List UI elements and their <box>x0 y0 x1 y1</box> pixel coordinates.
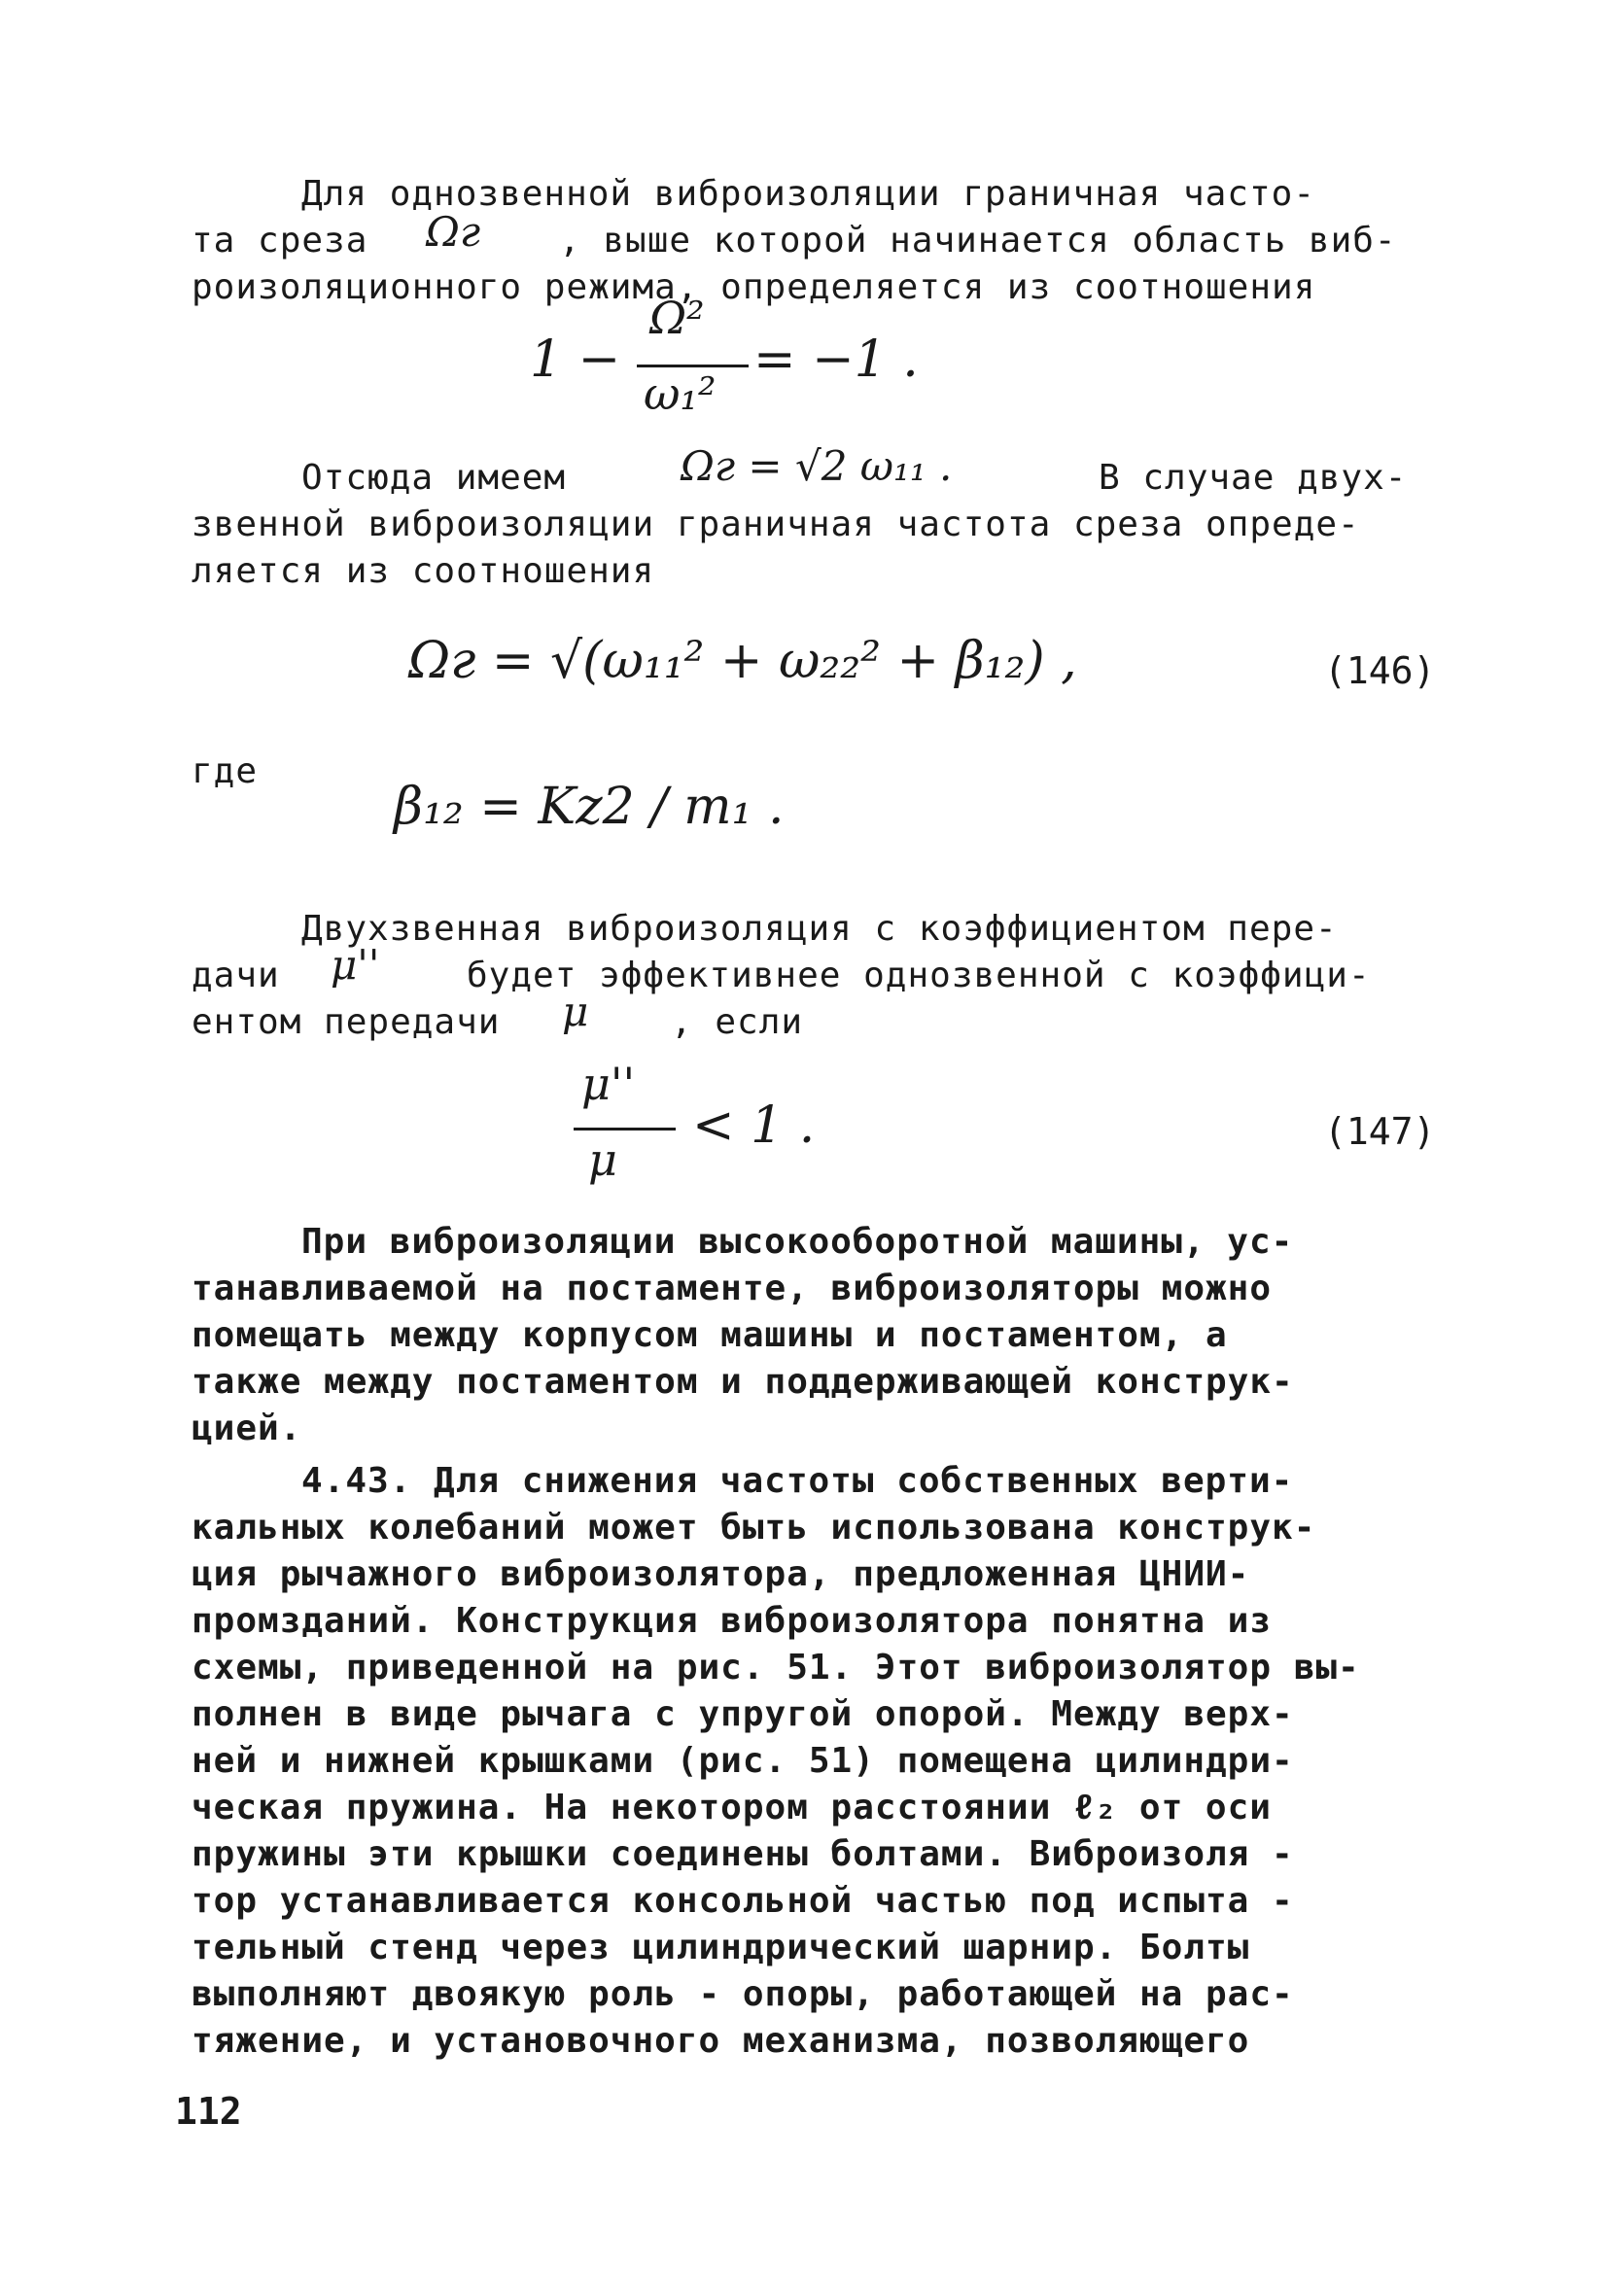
eq-lhs: 1 − <box>530 330 621 389</box>
page-number: 112 <box>175 2090 242 2133</box>
text-line: промзданий. Конструкция виброизолятора понятна из <box>192 1601 1273 1641</box>
equation-beta: β₁₂ = Kz2 / m₁ . <box>394 778 785 836</box>
text-line: танавливаемой на постаменте, виброизоляторы можно <box>192 1269 1273 1308</box>
mu-double-prime-symbol: μ'' <box>331 941 380 989</box>
eq-numerator: μ'' <box>581 1058 636 1110</box>
text-line: звенной виброизоляции граничная частота среза опреде- <box>192 504 1360 544</box>
text-line: ческая пружина. На некотором расстоянии ℓ₂ от оси <box>192 1788 1272 1827</box>
text-line: Отсюда имеем <box>301 458 567 498</box>
text-line: также между постаментом и поддерживающей конструк- <box>192 1362 1294 1402</box>
equation-number: (147) <box>1324 1110 1436 1153</box>
fraction-bar <box>574 1128 676 1131</box>
text-line: , выше которой начинается область виб- <box>559 221 1397 261</box>
eq-denominator: μ <box>588 1133 617 1186</box>
text-line: та среза <box>192 221 368 261</box>
text-line: схемы, приведенной на рис. 51. Этот виброизолятор вы- <box>192 1648 1360 1687</box>
text-line: роизоляционного режима, определяется из соотношения <box>192 267 1316 307</box>
text-line: ентом передачи <box>192 1002 501 1042</box>
text-line: , если <box>671 1002 804 1042</box>
text-line: ней и нижней крышками (рис. 51) помещена цилиндри- <box>192 1741 1294 1781</box>
inline-formula: Ωг = √2 ω₁₁ . <box>681 442 953 490</box>
text-line: кальных колебаний может быть использована конструк- <box>192 1508 1316 1548</box>
eq-rhs: = −1 . <box>753 330 919 389</box>
text-line: ляется из соотношения <box>192 551 655 591</box>
text-line: Двухзвенная виброизоляция с коэффициентом пере- <box>301 909 1338 949</box>
text-line: выполняют двоякую роль - опоры, работающей на рас- <box>192 1974 1294 2014</box>
text-line: дачи <box>192 956 280 995</box>
text-line: ция рычажного виброизолятора, предложенная ЦНИИ- <box>192 1554 1250 1594</box>
equation-number: (146) <box>1324 649 1436 692</box>
omega-cutoff-symbol: Ωг <box>426 208 481 256</box>
where-label: где <box>192 751 259 791</box>
eq-rhs: < 1 . <box>692 1096 816 1155</box>
text-line: тор устанавливается консольной частью под испыта - <box>192 1881 1294 1921</box>
equation-146: Ωг = √(ω₁₁² + ω₂₂² + β₁₂) , <box>408 632 1077 690</box>
text-line: будет эффективнее однозвенной с коэффици- <box>467 956 1371 995</box>
eq-numerator: Ω² <box>649 292 705 344</box>
text-line: В случае двух- <box>1099 458 1408 498</box>
text-line: тельный стенд через цилиндрический шарнир. Болты <box>192 1928 1250 1967</box>
text-line: Для однозвенной виброизоляции граничная часто- <box>301 174 1315 214</box>
mu-symbol: μ <box>562 988 589 1035</box>
text-line: тяжение, и установочного механизма, позволяющего <box>192 2021 1250 2061</box>
text-line: пружины эти крышки соединены болтами. Виброизоля - <box>192 1834 1294 1874</box>
text-line: помещать между корпусом машины и постаментом, а <box>192 1315 1228 1355</box>
text-line: цией. <box>192 1409 302 1448</box>
text-line: 4.43. Для снижения частоты собственных верти- <box>301 1461 1294 1501</box>
text-line: полнен в виде рычага с упругой опорой. Между верх- <box>192 1694 1294 1734</box>
text-line: При виброизоляции высокооборотной машины, ус- <box>301 1222 1294 1262</box>
eq-denominator: ω₁² <box>644 367 717 420</box>
